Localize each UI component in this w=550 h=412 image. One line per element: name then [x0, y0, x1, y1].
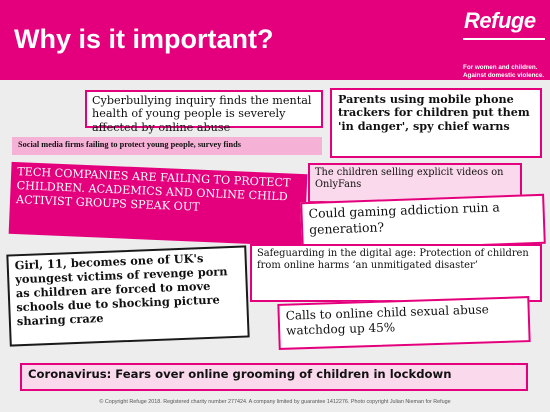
logo-tagline-2: Against domestic violence.: [463, 72, 545, 79]
logo-tagline-1: For women and children.: [463, 64, 538, 71]
headline-social-media-firms: Social media firms failing to protect young people, survey finds: [12, 137, 322, 155]
headline-revenge-porn: Girl, 11, becomes one of UK's youngest victims of revenge porn as children are forced to move schools due to shocking picture sharing craze: [6, 245, 249, 346]
headline-watchdog-calls: Calls to online child sexual abuse watchdog up 45%: [277, 296, 530, 350]
copyright-footer: © Copyright Refuge 2018. Registered charity number 277424. A company limited by guarantee 1412276. Photo copyright Julian Nieman for Refuge: [99, 399, 451, 405]
logo-divider: [463, 38, 545, 40]
logo-wordmark: Refuge: [464, 8, 536, 33]
refuge-logo: [458, 6, 548, 78]
headline-onlyfans: The children selling explicit videos on OnlyFans: [308, 163, 522, 203]
slide-title: Why is it important?: [14, 24, 274, 54]
headline-coronavirus-grooming: Coronavirus: Fears over online grooming of children in lockdown: [20, 363, 528, 391]
headline-safeguarding-digital-age: Safeguarding in the digital age: Protection of children from online harms ‘an unmitigated disaster’: [250, 244, 542, 302]
headline-cyberbullying-inquiry: Cyberbullying inquiry finds the mental health of young people is severely affected by online abuse: [85, 90, 323, 128]
headline-phone-trackers: Parents using mobile phone trackers for children put them 'in danger', spy chief warns: [330, 88, 542, 158]
header-bar: [0, 0, 550, 80]
headline-gaming-addiction: Could gaming addiction ruin a generation?: [300, 194, 546, 252]
headline-tech-companies: TECH COMPANIES ARE FAILING TO PROTECT CHILDREN. ACADEMICS AND ONLINE CHILD ACTIVIST GROUPS SPEAK OUT: [9, 162, 308, 246]
